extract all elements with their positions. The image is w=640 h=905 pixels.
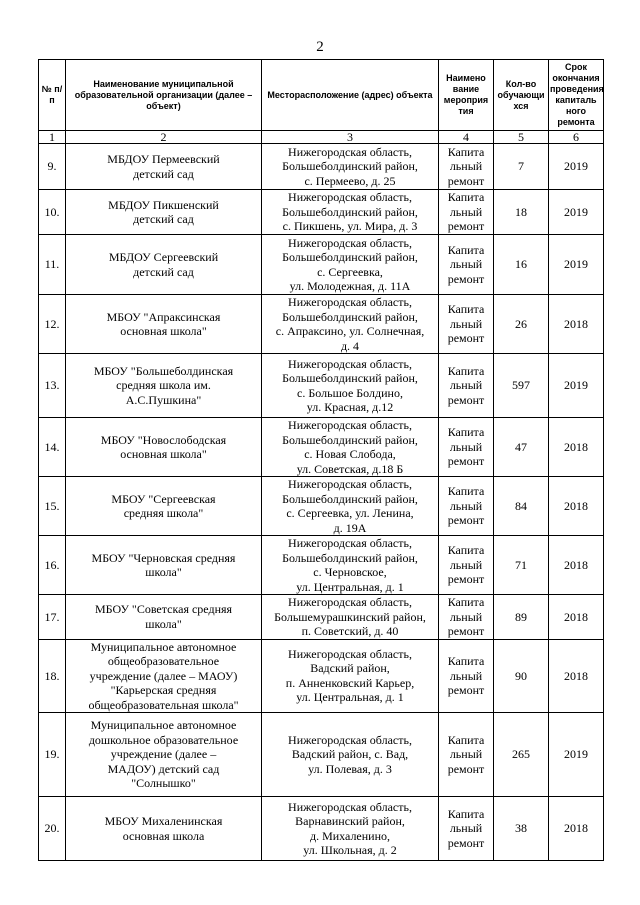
completion-year: 2018 [549,418,604,477]
object-name: Муниципальное автономное общеобразовательное учреждение (далее – МАОУ) "Карьерская средняя общеобразовательная школа" [66,639,262,713]
column-number: 2 [66,131,262,144]
header-row [39,60,604,131]
column-number: 1 [39,131,66,144]
student-count: 47 [494,418,549,477]
table-row [39,797,604,861]
completion-year: 2019 [549,354,604,418]
student-count: 89 [494,595,549,640]
event-name: Капита льный ремонт [439,190,494,235]
student-count: 90 [494,639,549,713]
row-number: 16. [39,536,66,595]
object-name: Муниципальное автономное дошкольное образовательное учреждение (далее – МАДОУ) детский сад "Солнышко" [66,713,262,797]
event-name: Капита льный ремонт [439,354,494,418]
table-row [39,190,604,235]
event-name: Капита льный ремонт [439,477,494,536]
row-number: 9. [39,144,66,190]
object-name: МБОУ "Советская средняя школа" [66,595,262,640]
student-count: 16 [494,235,549,295]
object-address: Нижегородская область, Большеболдинский район, с. Апраксино, ул. Солнечная, д. 4 [262,295,439,354]
object-address: Нижегородская область, Большемурашкинский район, п. Советский, д. 40 [262,595,439,640]
object-address: Нижегородская область, Вадский район, с. Вад, ул. Полевая, д. 3 [262,713,439,797]
column-number: 4 [439,131,494,144]
row-number: 14. [39,418,66,477]
table-row [39,713,604,797]
object-name: МБДОУ Пермеевский детский сад [66,144,262,190]
object-address: Нижегородская область, Большеболдинский район, с. Большое Болдино, ул. Красная, д.12 [262,354,439,418]
completion-year: 2018 [549,595,604,640]
student-count: 84 [494,477,549,536]
event-name: Капита льный ремонт [439,144,494,190]
header-address: Месторасположение (адрес) объекта [262,60,439,131]
table-row [39,144,604,190]
table-row [39,235,604,295]
column-number: 6 [549,131,604,144]
table-row [39,639,604,713]
student-count: 265 [494,713,549,797]
object-name: МБОУ "Апраксинская основная школа" [66,295,262,354]
object-name: МБДОУ Сергеевский детский сад [66,235,262,295]
event-name: Капита льный ремонт [439,418,494,477]
object-name: МБДОУ Пикшенский детский сад [66,190,262,235]
object-name: МБОУ "Новослободская основная школа" [66,418,262,477]
event-name: Капита льный ремонт [439,235,494,295]
object-address: Нижегородская область, Большеболдинский район, с. Пикшень, ул. Мира, д. 3 [262,190,439,235]
object-address: Нижегородская область, Большеболдинский район, с. Сергеевка, ул. Ленина, д. 19А [262,477,439,536]
header-count: Кол-во обучающи хся [494,60,549,131]
repair-schedule-table [38,59,604,861]
event-name: Капита льный ремонт [439,639,494,713]
page-number: 2 [316,39,324,55]
row-number: 20. [39,797,66,861]
student-count: 18 [494,190,549,235]
completion-year: 2018 [549,639,604,713]
column-number: 3 [262,131,439,144]
student-count: 71 [494,536,549,595]
row-number: 13. [39,354,66,418]
student-count: 26 [494,295,549,354]
object-address: Нижегородская область, Варнавинский район, д. Михаленино, ул. Школьная, д. 2 [262,797,439,861]
object-address: Нижегородская область, Большеболдинский район, с. Пермеево, д. 25 [262,144,439,190]
table-row [39,536,604,595]
completion-year: 2019 [549,235,604,295]
completion-year: 2018 [549,295,604,354]
header-deadline: Срок окончания проведения капиталь ного ремонта [549,60,604,131]
event-name: Капита льный ремонт [439,295,494,354]
row-number: 15. [39,477,66,536]
row-number: 18. [39,639,66,713]
completion-year: 2018 [549,477,604,536]
header-object-name: Наименование муниципальной образовательной организации (далее – объект) [66,60,262,131]
student-count: 597 [494,354,549,418]
row-number: 10. [39,190,66,235]
event-name: Капита льный ремонт [439,713,494,797]
completion-year: 2019 [549,190,604,235]
object-name: МБОУ Михаленинская основная школа [66,797,262,861]
row-number: 17. [39,595,66,640]
row-number: 19. [39,713,66,797]
object-name: МБОУ "Сергеевская средняя школа" [66,477,262,536]
completion-year: 2019 [549,144,604,190]
object-name: МБОУ "Черновская средняя школа" [66,536,262,595]
row-number: 11. [39,235,66,295]
table-row [39,354,604,418]
object-address: Нижегородская область, Большеболдинский район, с. Новая Слобода, ул. Советская, д.18 Б [262,418,439,477]
object-address: Нижегородская область, Большеболдинский район, с. Черновское, ул. Центральная, д. 1 [262,536,439,595]
object-address: Нижегородская область, Большеболдинский район, с. Сергеевка, ул. Молодежная, д. 11А [262,235,439,295]
header-number: № п/п [39,60,66,131]
event-name: Капита льный ремонт [439,536,494,595]
event-name: Капита льный ремонт [439,595,494,640]
row-number: 12. [39,295,66,354]
table-row [39,418,604,477]
table-row [39,595,604,640]
student-count: 7 [494,144,549,190]
student-count: 38 [494,797,549,861]
object-address: Нижегородская область, Вадский район, п. Анненковский Карьер, ул. Центральная, д. 1 [262,639,439,713]
completion-year: 2019 [549,713,604,797]
completion-year: 2018 [549,797,604,861]
event-name: Капита льный ремонт [439,797,494,861]
column-number: 5 [494,131,549,144]
object-name: МБОУ "Большеболдинская средняя школа им. А.С.Пушкина" [66,354,262,418]
header-event: Наимено вание мероприя тия [439,60,494,131]
table-row [39,295,604,354]
completion-year: 2018 [549,536,604,595]
column-numbers-row [39,131,604,144]
table-row [39,477,604,536]
